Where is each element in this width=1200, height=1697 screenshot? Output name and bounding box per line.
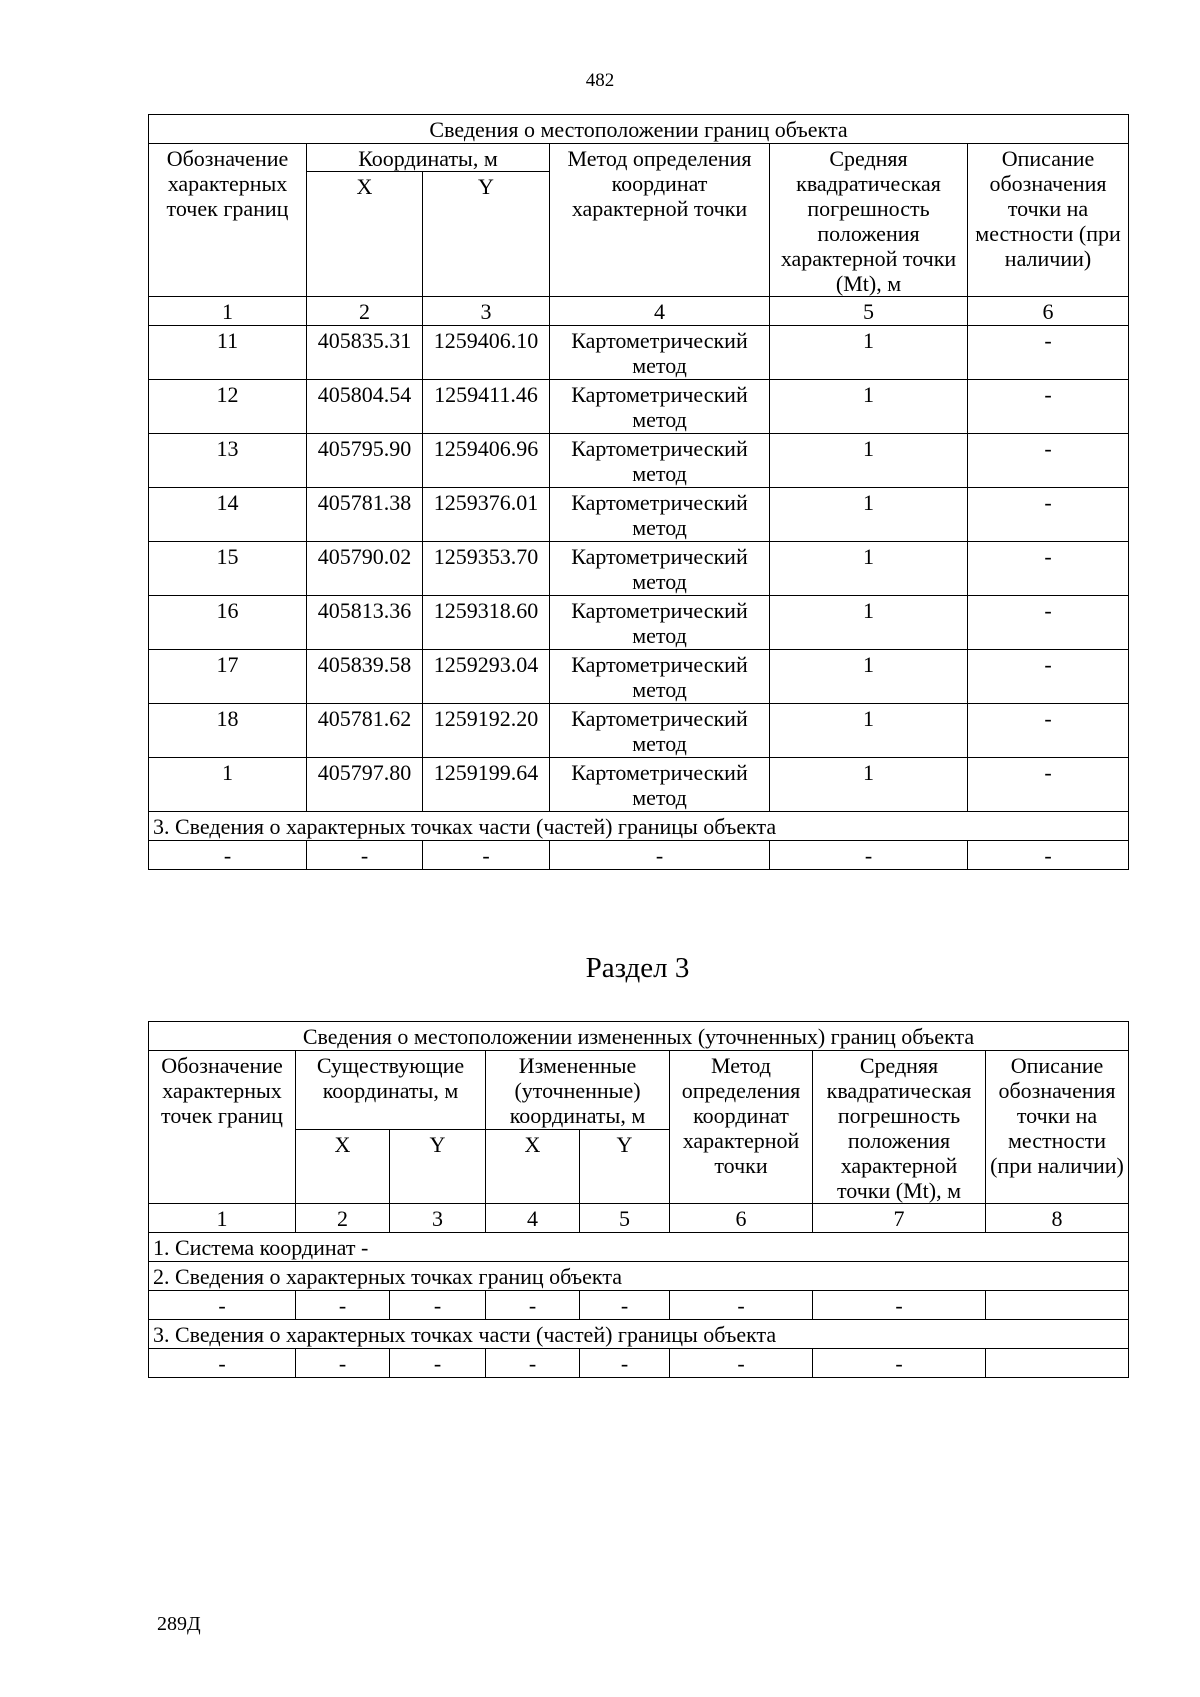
cell-method: Картометрический метод (550, 596, 770, 650)
header-error: Средняя квадратическая погрешность положения характерной точки (Mt), м (813, 1051, 986, 1204)
cell-point: 14 (149, 488, 307, 542)
header-existing-coords: Существующие координаты, м (296, 1051, 486, 1130)
header-coords: Координаты, м (307, 144, 550, 172)
cell-x: 405835.31 (307, 326, 423, 380)
table-caption: Сведения о местоположении измененных (уточненных) границ объекта (149, 1022, 1129, 1051)
changed-boundary-table (148, 1021, 1129, 1378)
cell-desc: - (968, 542, 1129, 596)
cell-y: 1259376.01 (423, 488, 550, 542)
cell-error: 1 (770, 650, 968, 704)
cell-x: 405790.02 (307, 542, 423, 596)
header-changed-y: Y (580, 1130, 670, 1204)
cell-y: 1259411.46 (423, 380, 550, 434)
cell-desc: - (968, 758, 1129, 812)
table-row (149, 650, 1129, 704)
cell-x: 405797.80 (307, 758, 423, 812)
cell-method: Картометрический метод (550, 704, 770, 758)
header-method: Метод определения координат характерной точки (670, 1051, 813, 1204)
column-number: 2 (307, 297, 423, 326)
column-number: 6 (968, 297, 1129, 326)
column-number: 4 (486, 1204, 580, 1233)
cell-desc: - (968, 326, 1129, 380)
header-changed-coords: Измененные (уточненные) координаты, м (486, 1051, 670, 1130)
header-point: Обозначение характерных точек границ (149, 1051, 296, 1204)
cell-point: 15 (149, 542, 307, 596)
empty-cell: - (423, 841, 550, 870)
cell-error: 1 (770, 596, 968, 650)
column-number: 1 (149, 297, 307, 326)
empty-cell: - (968, 841, 1129, 870)
part-section-label: 3. Сведения о характерных точках части (частей) границы объекта (149, 1320, 1129, 1349)
table-row (149, 488, 1129, 542)
cell-desc: - (968, 650, 1129, 704)
cell-desc: - (968, 380, 1129, 434)
empty-cell: - (670, 1291, 813, 1320)
cell-y: 1259406.96 (423, 434, 550, 488)
column-number: 7 (813, 1204, 986, 1233)
column-number: 5 (770, 297, 968, 326)
header-x: X (307, 172, 423, 297)
cell-desc: - (968, 488, 1129, 542)
table-caption: Сведения о местоположении границ объекта (149, 115, 1129, 144)
cell-method: Картометрический метод (550, 434, 770, 488)
cell-point: 13 (149, 434, 307, 488)
cell-point: 18 (149, 704, 307, 758)
cell-x: 405781.62 (307, 704, 423, 758)
header-existing-x: X (296, 1130, 390, 1204)
cell-error: 1 (770, 488, 968, 542)
cell-x: 405795.90 (307, 434, 423, 488)
cell-method: Картометрический метод (550, 758, 770, 812)
cell-x: 405839.58 (307, 650, 423, 704)
empty-cell: - (390, 1291, 486, 1320)
cell-x: 405781.38 (307, 488, 423, 542)
boundary-table (148, 114, 1129, 870)
empty-cell: - (390, 1349, 486, 1378)
empty-cell: - (770, 841, 968, 870)
cell-y: 1259353.70 (423, 542, 550, 596)
boundary-section-label: 2. Сведения о характерных точках границ объекта (149, 1262, 1129, 1291)
empty-cell: - (149, 841, 307, 870)
cell-method: Картометрический метод (550, 380, 770, 434)
table-row (149, 758, 1129, 812)
cell-y: 1259192.20 (423, 704, 550, 758)
table-row (149, 542, 1129, 596)
cell-y: 1259199.64 (423, 758, 550, 812)
cell-point: 12 (149, 380, 307, 434)
table-row (149, 326, 1129, 380)
column-number: 5 (580, 1204, 670, 1233)
cell-method: Картометрический метод (550, 326, 770, 380)
cell-error: 1 (770, 380, 968, 434)
empty-cell: - (486, 1349, 580, 1378)
empty-cell: - (670, 1349, 813, 1378)
empty-cell: - (149, 1291, 296, 1320)
header-point: Обозначение характерных точек границ (149, 144, 307, 297)
empty-cell: - (550, 841, 770, 870)
cell-y: 1259318.60 (423, 596, 550, 650)
header-error: Средняя квадратическая погрешность положения характерной точки (Mt), м (770, 144, 968, 297)
section-heading: Раздел 3 (585, 952, 690, 984)
empty-cell (986, 1291, 1129, 1320)
cell-error: 1 (770, 758, 968, 812)
cell-desc: - (968, 596, 1129, 650)
header-changed-x: X (486, 1130, 580, 1204)
cell-x: 405804.54 (307, 380, 423, 434)
table-row (149, 704, 1129, 758)
cell-point: 1 (149, 758, 307, 812)
column-number: 1 (149, 1204, 296, 1233)
cell-error: 1 (770, 542, 968, 596)
page-number: 482 (585, 70, 615, 91)
header-method: Метод определения координат характерной точки (550, 144, 770, 297)
table-row (149, 596, 1129, 650)
cell-y: 1259406.10 (423, 326, 550, 380)
cell-point: 17 (149, 650, 307, 704)
header-existing-y: Y (390, 1130, 486, 1204)
cell-error: 1 (770, 434, 968, 488)
cell-point: 11 (149, 326, 307, 380)
table-row (149, 434, 1129, 488)
column-number: 2 (296, 1204, 390, 1233)
header-description: Описание обозначения точки на местности (при наличии) (986, 1051, 1129, 1204)
empty-cell: - (296, 1291, 390, 1320)
empty-cell: - (149, 1349, 296, 1378)
empty-cell: - (813, 1291, 986, 1320)
empty-cell: - (580, 1291, 670, 1320)
footer-code: 289Д (157, 1613, 201, 1635)
empty-cell: - (580, 1349, 670, 1378)
column-number: 6 (670, 1204, 813, 1233)
column-number: 8 (986, 1204, 1129, 1233)
cell-method: Картометрический метод (550, 488, 770, 542)
column-number: 4 (550, 297, 770, 326)
empty-cell: - (296, 1349, 390, 1378)
part-section-label: 3. Сведения о характерных точках части (частей) границы объекта (149, 812, 1129, 841)
empty-cell: - (813, 1349, 986, 1378)
empty-cell: - (307, 841, 423, 870)
empty-cell: - (486, 1291, 580, 1320)
header-y: Y (423, 172, 550, 297)
cell-point: 16 (149, 596, 307, 650)
table-row (149, 380, 1129, 434)
cell-error: 1 (770, 704, 968, 758)
cell-desc: - (968, 704, 1129, 758)
cell-desc: - (968, 434, 1129, 488)
cell-method: Картометрический метод (550, 650, 770, 704)
cell-error: 1 (770, 326, 968, 380)
header-description: Описание обозначения точки на местности (при наличии) (968, 144, 1129, 297)
cell-x: 405813.36 (307, 596, 423, 650)
empty-cell (986, 1349, 1129, 1378)
coord-system-label: 1. Система координат - (149, 1233, 1129, 1262)
column-number: 3 (390, 1204, 486, 1233)
cell-method: Картометрический метод (550, 542, 770, 596)
cell-y: 1259293.04 (423, 650, 550, 704)
column-number: 3 (423, 297, 550, 326)
